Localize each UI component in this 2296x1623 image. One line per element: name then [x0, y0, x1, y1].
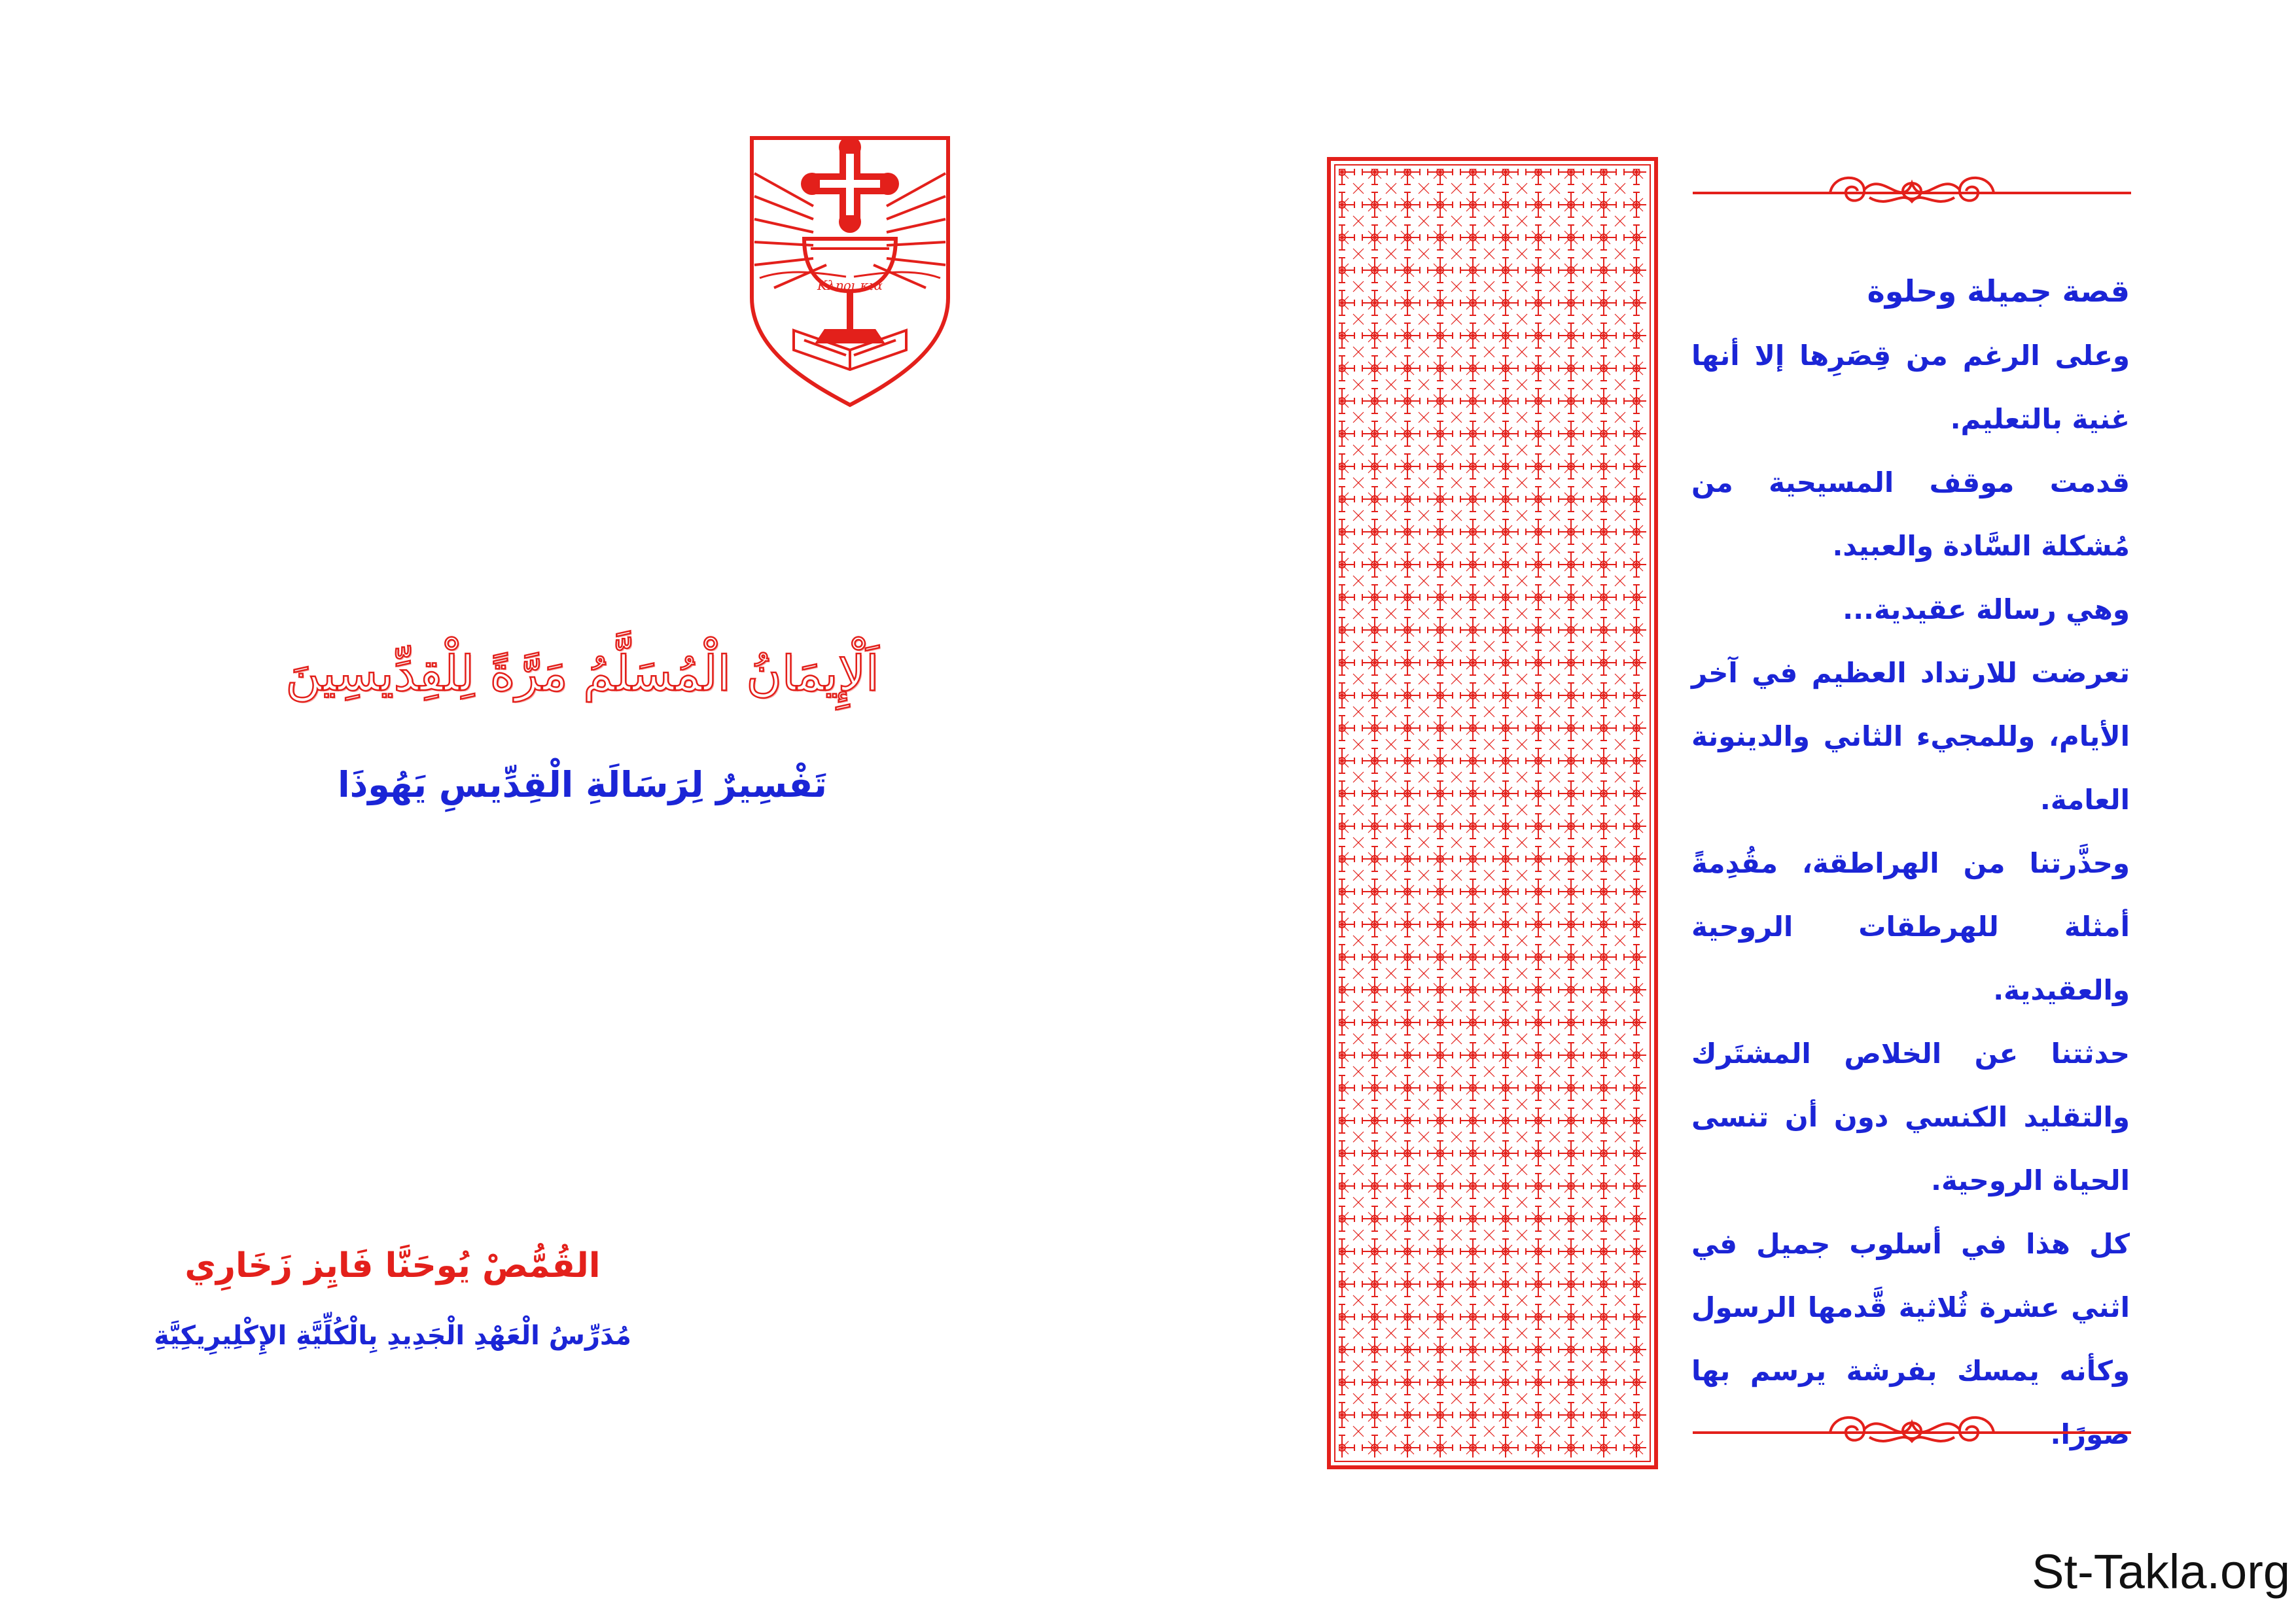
- book-subtitle: تَفْسِيرٌ لِرَسَالَةِ الْقِدِّيسِ يَهُوذَا: [338, 764, 827, 805]
- crest-inscription: Κληρι κια: [817, 277, 883, 293]
- spine-pattern-panel: [1326, 156, 1659, 1471]
- book-title: اَلْإِيمَانُ الْمُسَلَّمُ مَرَّةً لِلْقِدِّيسِينَ: [285, 646, 879, 702]
- back-cover-paragraph: وهي رسالة عقيدية...: [1843, 593, 2130, 625]
- back-cover-paragraph: تعرضت للارتداد العظيم في آخر الأيام، وللمجيء الثاني والدينونة العامة.: [1691, 657, 2130, 816]
- author-name: القُمُّصْ يُوحَنَّا فَايِز زَخَارِي: [185, 1246, 601, 1285]
- watermark-site: St-Takla.org: [2032, 1544, 2290, 1599]
- scroll-flourish-divider-icon: [1693, 178, 2131, 201]
- ornament-divider-bottom: [1693, 1406, 2131, 1459]
- back-cover-text: [1691, 258, 2130, 1466]
- back-cover-paragraph: وعلى الرغم من قِصَرِها إلا أنها غنية بالتعليم.: [1691, 340, 2130, 435]
- author-role: مُدَرِّسُ الْعَهْدِ الْجَدِيدِ بِالْكُلِّيَّةِ الإِكْلِيرِيكِيَّةِ: [154, 1321, 631, 1351]
- crest-emblem: [748, 134, 952, 409]
- back-cover-paragraph: وحذَّرتنا من الهراطقة، مقُدِمةً أمثلة للهرطقات الروحية والعقيدية.: [1691, 847, 2130, 1006]
- coptic-cross-chalice-shield-icon: [752, 136, 948, 405]
- back-cover-heading: قصة جميلة وحلوة: [1867, 273, 2130, 309]
- back-cover-paragraph: كل هذا في أسلوب جميل في اثني عشرة ثُلاثية قَّدمها الرسول وكأنه يمسك بفرشة يرسم بها صورًا.: [1691, 1228, 2130, 1450]
- scroll-flourish-divider-icon: [1693, 1418, 2131, 1441]
- ornament-divider-top: [1693, 164, 2131, 216]
- back-cover-paragraph: حدثتنا عن الخلاص المشتَرك والتقليد الكنسي دون أن تنسى الحياة الروحية.: [1691, 1038, 2130, 1196]
- coptic-cross-lattice-icon: [1329, 159, 1656, 1467]
- back-cover-paragraph: قدمت موقف المسيحية من مُشكلة السَّادة والعبيد.: [1691, 466, 2130, 562]
